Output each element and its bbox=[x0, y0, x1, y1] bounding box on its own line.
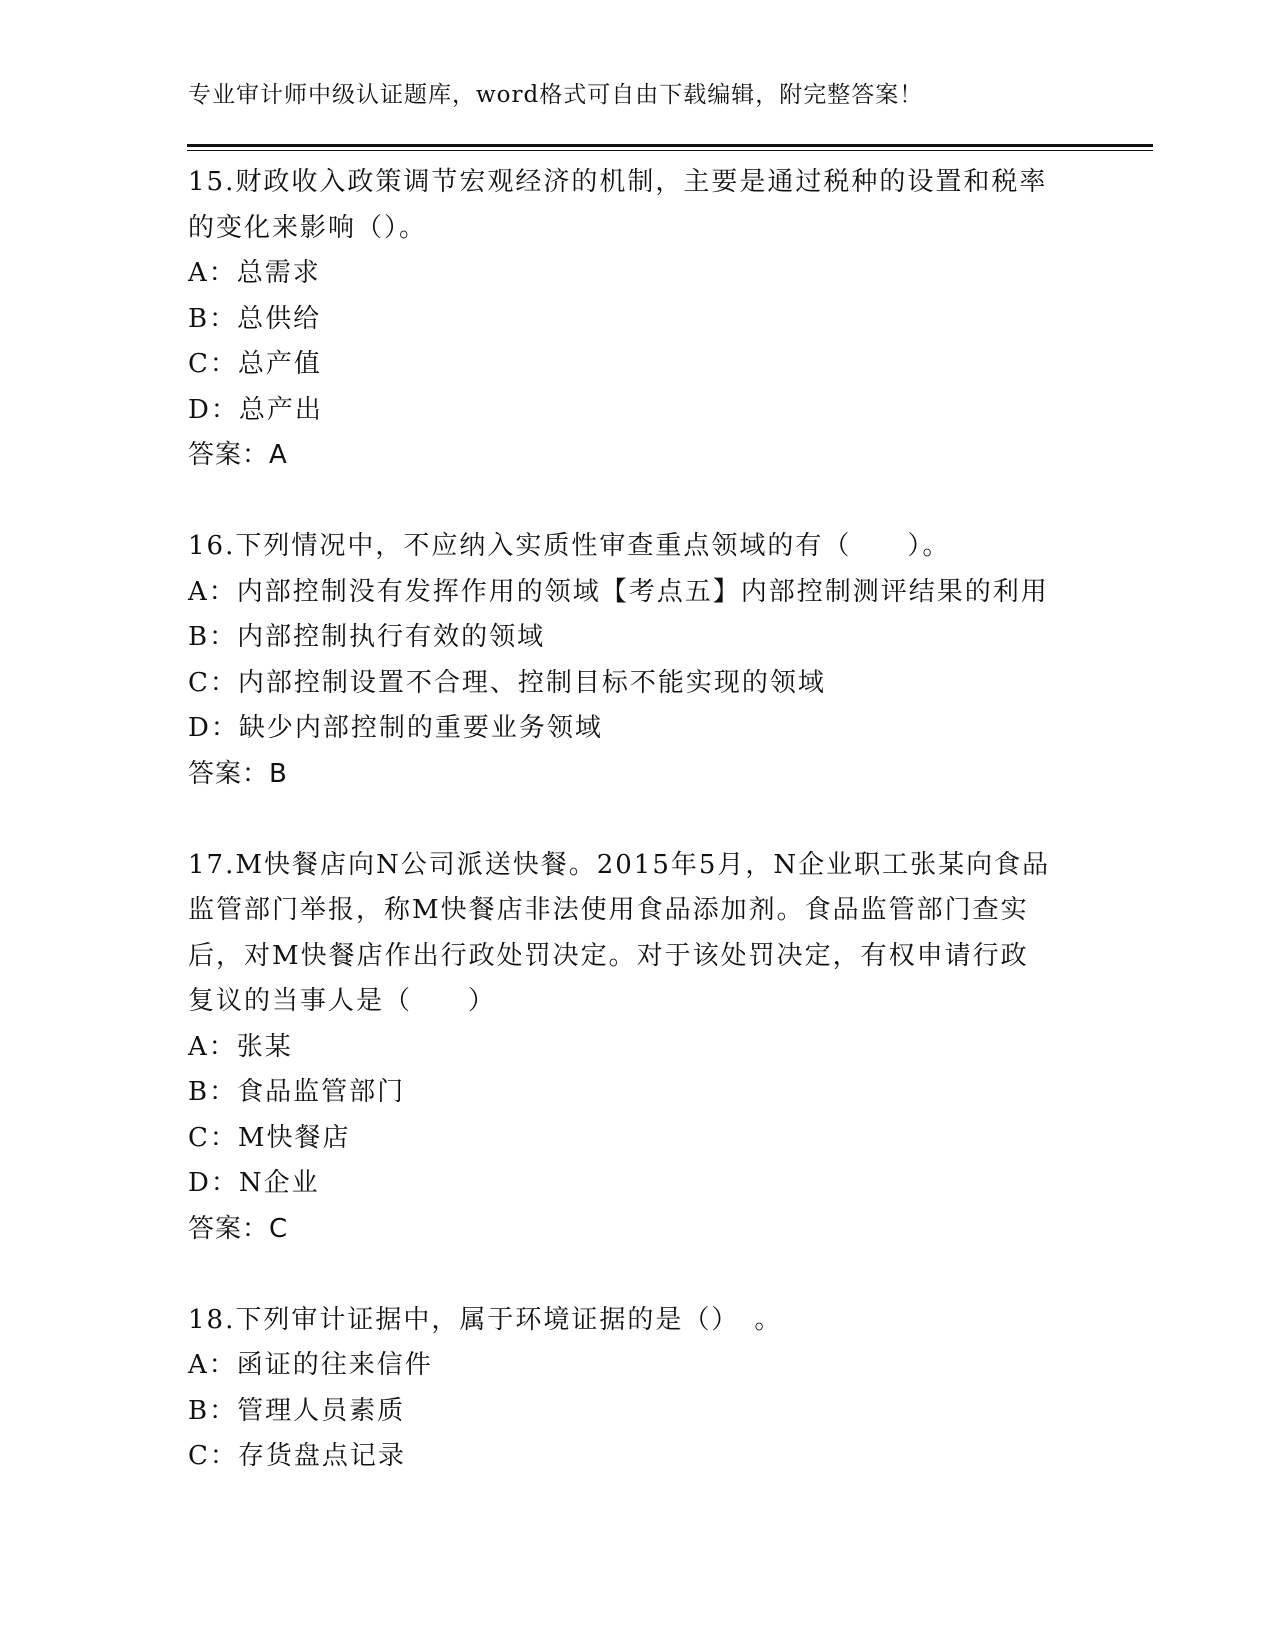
page-header: 专业审计师中级认证题库，word格式可自由下载编辑，附完整答案！ bbox=[188, 82, 924, 108]
answer-line: 答案：B bbox=[188, 758, 288, 789]
option-a: A：张某 bbox=[188, 1031, 293, 1062]
option-b: B：内部控制执行有效的领域 bbox=[188, 622, 546, 652]
answer-line: 答案：C bbox=[188, 1213, 289, 1244]
option-d: D：N企业 bbox=[188, 1168, 320, 1198]
question-stem-line: 18.下列审计证据中，属于环境证据的是（） 。 bbox=[188, 1304, 783, 1335]
question-gap bbox=[188, 479, 1088, 525]
option-d: D：总产出 bbox=[188, 394, 323, 425]
question-stem-line: 16.下列情况中，不应纳入实质性审查重点领域的有（ ）。 bbox=[188, 531, 951, 561]
question-18 bbox=[188, 1298, 1088, 1480]
option-b: B：食品监管部门 bbox=[188, 1077, 406, 1107]
question-list bbox=[188, 160, 1088, 1480]
question-stem-line: 监管部门举报，称M快餐店非法使用食品添加剂。食品监管部门查实 bbox=[188, 895, 1029, 925]
option-d: D：缺少内部控制的重要业务领域 bbox=[188, 713, 603, 743]
option-b: B：总供给 bbox=[188, 303, 322, 334]
option-b: B：管理人员素质 bbox=[188, 1395, 406, 1426]
answer-line: 答案：A bbox=[188, 440, 288, 470]
option-c: C：存货盘点记录 bbox=[188, 1441, 406, 1471]
option-c: C：总产值 bbox=[188, 349, 322, 379]
question-stem-line: 后，对M快餐店作出行政处罚决定。对于该处罚决定，有权申请行政 bbox=[188, 940, 1029, 971]
question-15 bbox=[188, 160, 1088, 479]
option-a: A：函证的往来信件 bbox=[188, 1350, 433, 1380]
question-stem-line: 的变化来影响（）。 bbox=[188, 212, 428, 243]
question-gap bbox=[188, 797, 1088, 843]
question-gap bbox=[188, 1252, 1088, 1298]
option-c: C：M快餐店 bbox=[188, 1122, 351, 1153]
question-17 bbox=[188, 843, 1088, 1253]
header-rule-thin bbox=[187, 150, 1153, 151]
option-a: A：内部控制没有发挥作用的领域【考点五】内部控制测评结果的利用 bbox=[188, 576, 1049, 607]
question-stem-line: 复议的当事人是（ ） bbox=[188, 986, 497, 1016]
question-stem-line: 17.M快餐店向N公司派送快餐。2015年5月，N企业职工张某向食品 bbox=[188, 849, 1051, 880]
option-c: C：内部控制设置不合理、控制目标不能实现的领域 bbox=[188, 667, 826, 698]
question-stem-line: 15.财政收入政策调节宏观经济的机制，主要是通过税种的设置和税率 bbox=[188, 167, 1048, 197]
option-a: A：总需求 bbox=[188, 258, 321, 288]
header-rule-thick bbox=[187, 144, 1153, 147]
question-16 bbox=[188, 524, 1088, 797]
